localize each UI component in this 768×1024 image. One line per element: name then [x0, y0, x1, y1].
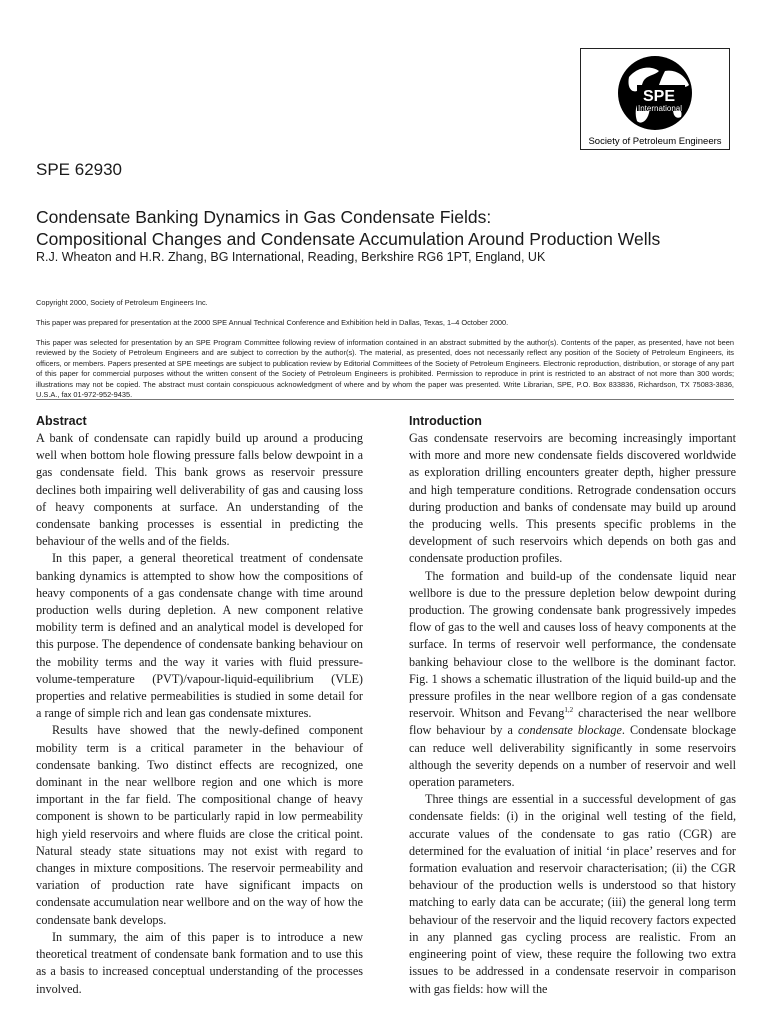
authors: R.J. Wheaton and H.R. Zhang, BG International, Reading, Berkshire RG6 1PT, England, UK [36, 250, 546, 264]
logo-subtitle: International [637, 104, 683, 113]
introduction-section [409, 414, 736, 998]
intro-p2-emphasis: condensate blockage [518, 723, 622, 738]
spe-logo [580, 48, 730, 150]
introduction-heading: Introduction [409, 414, 482, 428]
title-line-2: Compositional Changes and Condensate Accumulation Around Production Wells [36, 229, 661, 249]
copyright-notice: Copyright 2000, Society of Petroleum Engineers Inc. [36, 298, 208, 307]
abstract-paragraph-1: A bank of condensate can rapidly build up around a producing well when bottom hole flowing pressure falls below dewpoint in a gas condensate field. This bank grows as reservoir pressure declines both impairing well deliverability of gas and causing loss of heavy components at surface. An understanding of the condensate banking processes is essential in predicting the behaviour of the wells and of the fields. [36, 431, 363, 549]
introduction-paragraph-2 [409, 568, 736, 792]
logo-caption: Society of Petroleum Engineers [588, 136, 722, 147]
logo-acronym: SPE [642, 88, 676, 105]
abstract-paragraph-4: In summary, the aim of this paper is to introduce a new theoretical treatment of condensate bank formation and to use this as a basis to increased conceptual understanding of the processes involved. [36, 929, 363, 996]
publication-notice: This paper was selected for presentation by an SPE Program Committee following review of information contained in an abstract submitted by the author(s). Contents of the paper, as presented, have not been reviewed by the Society of Petroleum Engineers and are subject to correction by the author(s). The material, as presented, does not necessarily reflect any position of the Society of Petroleum Engineers, its officers, or members. Papers presented at SPE meetings are subject to publication review by Editorial Committees of the Society of Petroleum Engineers. Electronic reproduction, distribution, or storage of any part of this paper for commercial purposes without the written consent of the Society of Petroleum Engineers is prohibited. Permission to reproduce in print is restricted to an abstract of not more than 300 words; illustrations may not be copied. The abstract must contain conspicuous acknowledgment of where and by whom the paper was presented. Write Librarian, SPE, P.O. Box 833836, Richardson, TX 75083-3836, U.S.A., fax 01-972-952-9435. [36, 338, 734, 400]
introduction-paragraph-3: Three things are essential in a successful development of gas condensate fields: (i) in the original well testing of the field, accurate values of the condensate to gas ratio (CGR) are determined for the evaluation of initial ‘in place’ reserves and for formation evaluation and reservoir characterisation; (ii) the CGR behaviour of the production wells is understood so that history matching to early data can be accurate; (iii) the general long term behaviour of the reservoir and the liquid recovery factors expected in any planned gas cycling process are realistic. From an engineering point of view, these require the following two extra issues to be addressed in a condensate reservoir in comparison with gas fields: how will the [409, 792, 736, 996]
paper-title [36, 206, 736, 250]
abstract-paragraph-3: Results have showed that the newly-defined component mobility term is a critical parameter in the behaviour of condensate banking. Two distinct effects are recognized, one dominant in the near wellbore region and one which is more important in the far field. The compositional change of heavy component is shown to be particularly rapid in low permeability high yield reservoirs and where fluids are close the critical point. Natural steady state situations may not exist with regard to changes in mixture compositions. The reservoir permeability and variation of production rate have significant impacts on condensate accumulation near wellbore and on the way of how the condensate bank develops. [36, 723, 363, 927]
globe-icon [581, 49, 729, 149]
paper-number: SPE 62930 [36, 160, 123, 179]
intro-p2-text-a: The formation and build-up of the condensate liquid near wellbore is due to the pressure depletion below dewpoint during production. The growing condensate bank progressively impedes flow of gas to the well and causes loss of heavy components at the surface. In terms of reservoir well performance, the condensate banking behaviour close to the wellbore is the dominant factor. Fig. 1 shows a schematic illustration of the liquid build-up and the pressure profiles in the near wellbore region of a gas condensate reservoir. Whitson and Fevang [409, 568, 736, 721]
divider [36, 399, 734, 400]
title-line-1: Condensate Banking Dynamics in Gas Condensate Fields: [36, 207, 492, 227]
intro-p2-text-c: . Condensate blockage can reduce well deliverability significantly in some reservoirs although the severity depends on a number of reservoir and well operation parameters. [409, 723, 736, 790]
abstract-heading: Abstract [36, 414, 87, 428]
abstract-section [36, 414, 363, 998]
presentation-notice: This paper was prepared for presentation at the 2000 SPE Annual Technical Conference and Exhibition held in Dallas, Texas, 1–4 October 2000. [36, 318, 509, 327]
citation-superscript: 1,2 [564, 706, 574, 715]
introduction-paragraph-1: Gas condensate reservoirs are becoming increasingly important with more and more new condensate fields discovered worldwide as exploration drilling encounters greater depth, higher pressure and high temperature conditions. Retrograde condensation occurs during production and banks of condensate may build up around the producing wells. This presents specific problems in the development of such reservoirs which depends on both gas and condensate production profiles. [409, 431, 736, 566]
intro-p2-text-b: characterised the near wellbore flow behaviour by a [409, 706, 736, 738]
abstract-paragraph-2: In this paper, a general theoretical treatment of condensate banking dynamics is attempted to show how the compositions of heavy components of a gas condensate change with time around production wells during depletion. A new component relative mobility term is defined and an analytical model is developed for this purpose. The dependence of condensate banking behaviour on the mobility terms and the way it varies with fluid pressure-volume-temperature (PVT)/vapour-liquid-equilibrium (VLE) properties and relative permeabilities is studied in some detail for a range of simple rich and lean gas condensate mixtures. [36, 551, 363, 721]
